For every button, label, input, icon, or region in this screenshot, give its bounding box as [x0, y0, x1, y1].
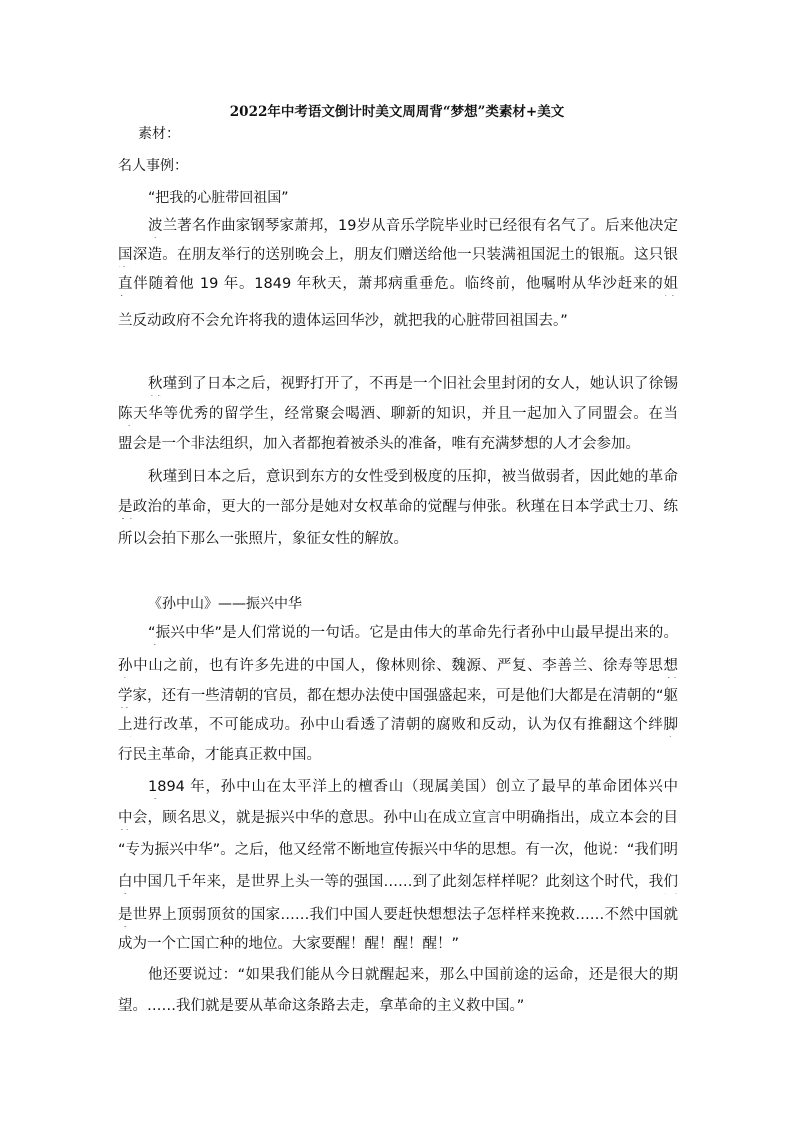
- qiujin2-line-3: 所以会拍下那么一张照片，象征女性的解放。: [118, 531, 408, 547]
- chopin-heading: “把我的心脏带回祖国”: [148, 190, 289, 206]
- sun-para3-line-2: 望。……我们就是要从革命这条路去走，拿革命的主义救中国。”: [118, 998, 525, 1014]
- sun-para2-line-1: 1894 年，孙中山在太平洋上的檀香山（现属美国）创立了最早的革命团体兴中: [148, 779, 678, 795]
- qiujin1-line-3: 盟会是一个非法组织，加入者都抱着被杀头的准备，唯有充满梦想的人才会参加。: [118, 436, 640, 452]
- sunyatsen-heading: 《孙中山》——振兴中华: [148, 596, 302, 612]
- qiujin2-line-2: 是政治的革命，更大的一部分是她对女权革命的觉醒与伸张。秋瑾在日本学武士刀、练: [118, 499, 678, 515]
- chopin-line-3: 直伴随着他 19 年。1849 年秋天，萧邦病重垂危。临终前，他嘱咐从华沙赶来的姐: [118, 276, 678, 292]
- sun-para2-line-5: 是世界上顶弱顶贫的国家……我们中国人要赶快想想法子怎样样来挽救……不然中国就: [118, 907, 678, 923]
- sun-para2-line-6: 成为一个亡国亡种的地位。大家要醒！醒！醒！醒！”: [118, 936, 460, 952]
- material-label: 素材：: [138, 126, 180, 142]
- chopin-line-2: 国深造。在朋友举行的送别晚会上，朋友们赠送给他一只装满祖国泥土的银瓶。这只银: [118, 247, 678, 263]
- chopin-line-1: 波兰著名作曲家钢琴家萧邦，19岁从音乐学院毕业时已经很有名气了。后来他决定: [148, 218, 678, 234]
- chopin-line-4: 兰反动政府不会允许将我的遗体运回华沙，就把我的心脏带回祖国去。”: [118, 313, 568, 329]
- sun-para2-line-3: “专为振兴中华”。之后，他又经常不断地宣传振兴中华的思想。有一次，他说：“我们明: [118, 842, 678, 858]
- qiujin1-line-1: 秋瑾到了日本之后，视野打开了，不再是一个旧社会里封闭的女人，她认识了徐锡: [148, 376, 678, 392]
- sun-para1-line-5: 行民主革命，才能真正救中国。: [118, 747, 321, 763]
- document-title: 2022年中考语文倒计时美文周周背“梦想”类素材+美文: [229, 104, 565, 120]
- sun-para1-line-2: 孙中山之前，也有许多先进的中国人，像林则徐、魏源、严复、李善兰、徐寿等思想: [118, 658, 678, 674]
- sun-para1-line-3: 学家，还有一些清朝的官员，都在想办法使中国强盛起来，可是他们大都是在清朝的“躯: [118, 688, 678, 704]
- sun-para2-line-2: 中会，顾名思义，就是振兴中华的意思。孙中山在成立宣言中明确指出，成立本会的目: [118, 810, 678, 826]
- sun-para1-line-1: “振兴中华”是人们常说的一句话。它是由伟大的革命先行者孙中山最早提出来的。: [148, 625, 678, 641]
- qiujin2-line-1: 秋瑾到日本之后，意识到东方的女性受到极度的压抑，被当做弱者，因此她的革命: [148, 469, 678, 485]
- sun-para2-line-4: 白中国几千年来，是世界上头一等的强国……到了此刻怎样样呢？此刻这个时代，我们: [118, 874, 678, 890]
- sun-para3-line-1: 他还要说过：“如果我们能从今日就醒起来，那么中国前途的运命，还是很大的期: [148, 967, 678, 983]
- sun-para1-line-4: 上进行改革，不可能成功。孙中山看透了清朝的腐败和反动，认为仅有推翻这个绊脚: [118, 717, 678, 733]
- celebrity-label: 名人事例：: [118, 158, 188, 174]
- qiujin1-line-2: 陈天华等优秀的留学生，经常聚会喝酒、聊新的知识，并且一起加入了同盟会。在当: [118, 406, 678, 422]
